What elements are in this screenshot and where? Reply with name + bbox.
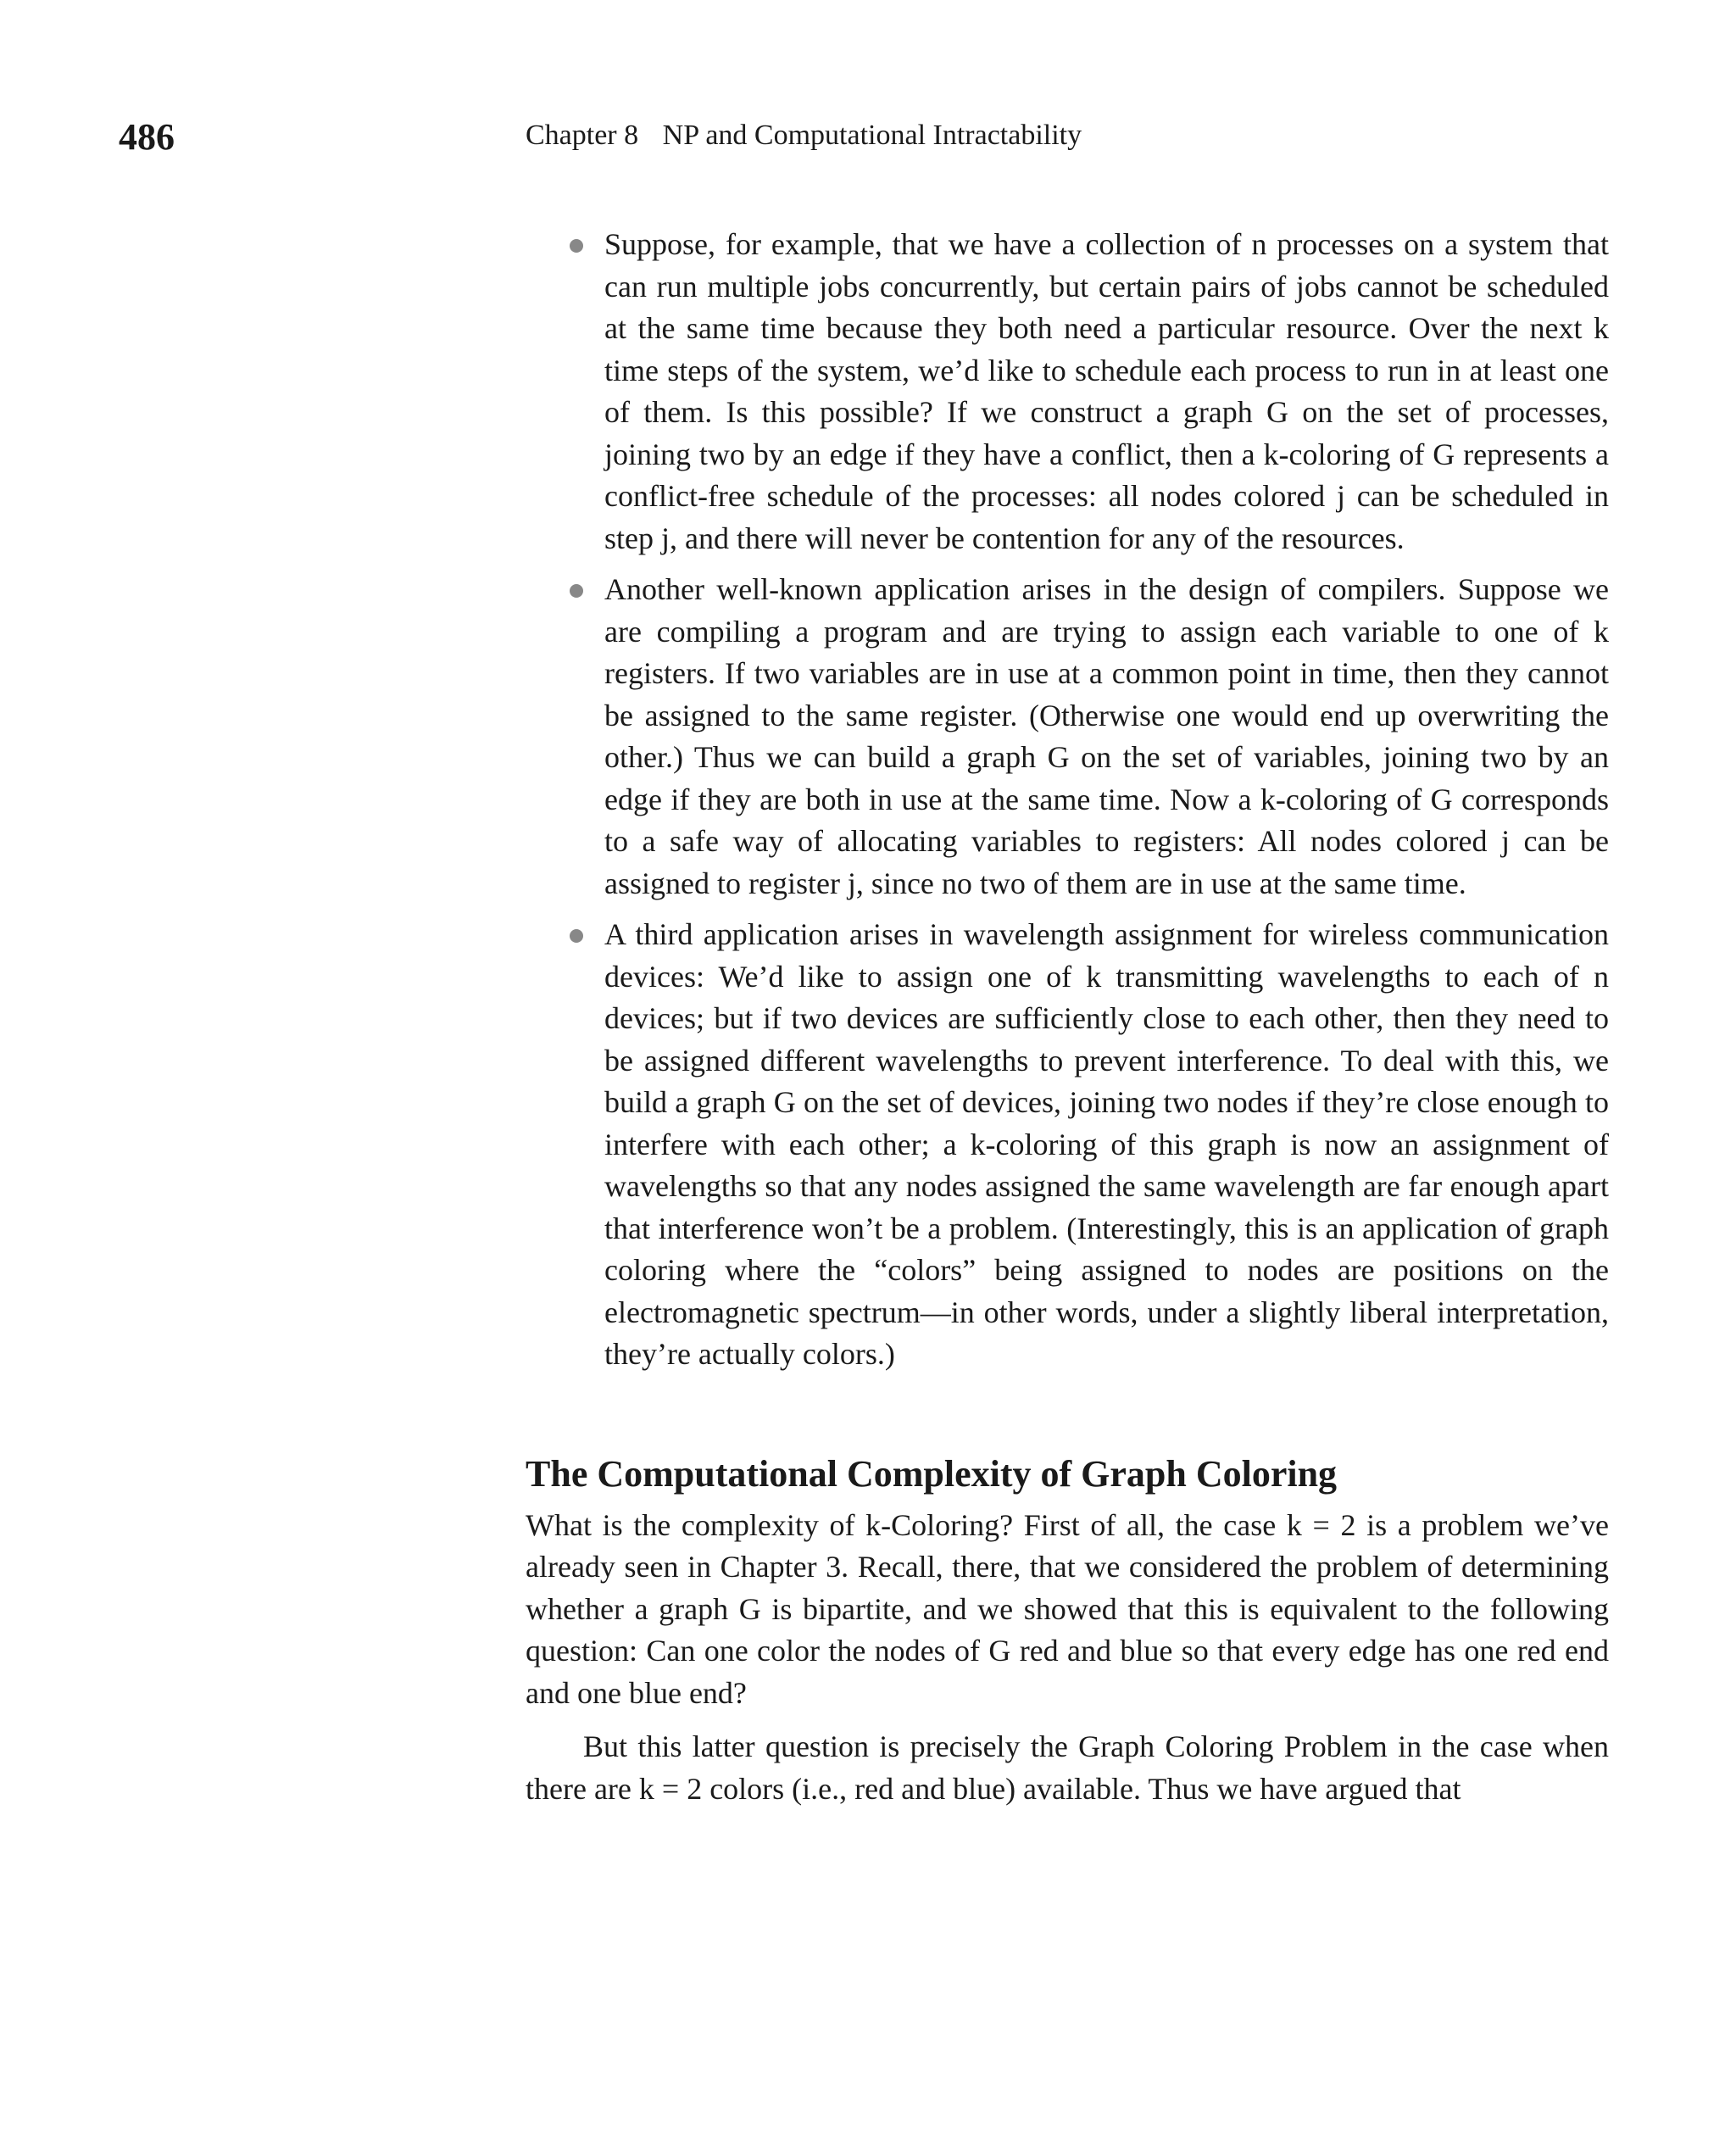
section-heading: The Computational Complexity of Graph Coloring — [526, 1452, 1338, 1495]
page-number: 486 — [119, 116, 175, 158]
chapter-title: NP and Computational Intractability — [662, 120, 1082, 151]
bullet-text: Suppose, for example, that we have a collection of n processes on a system that can run multiple jobs concurrently, but certain pairs of jobs cannot be scheduled at the same time because they both need a particular resource. Over the next k time steps of the system, we’d like to schedule each process to run in at least one of them. Is this possible? If we construct a graph G on the set of processes, joining two by an edge if they have a conflict, then a k-coloring of G represents a conflict-free schedule of the processes: all nodes colored j can be scheduled in step j, and there will never be contention for any of the resources. — [604, 227, 1609, 555]
application-list — [526, 224, 1609, 1376]
bullet-icon — [570, 239, 583, 253]
list-item — [526, 224, 1609, 560]
chapter-label: Chapter 8 — [526, 120, 639, 151]
bullet-text: A third application arises in wavelength assignment for wireless communication devices: We’d like to assign one of k transmitting wavelengths to each of n devices; but if two devices are sufficiently close to each other, then they need to be assigned different wavelengths to prevent interference. To deal with this, we build a graph G on the set of devices, joining two nodes if they’re close enough to interfere with each other; a k-coloring of this graph is now an assignment of wavelengths so that any nodes assigned the same wavelength are far enough apart that interference won’t be a problem. (Interestingly, this is an application of graph coloring where the “colors” being assigned to nodes are positions on the electromagnetic spectrum—in other words, under a slightly liberal interpretation, they’re actually colors.) — [604, 917, 1609, 1371]
body-paragraph: What is the complexity of k-Coloring? First of all, the case k = 2 is a problem we’ve already seen in Chapter 3. Recall, there, that we considered the problem of determining whether a graph G is bipartite, and we showed that this is equivalent to the following question: Can one color the nodes of G red and blue so that every edge has one red end and one blue end? — [526, 1507, 1609, 1710]
bullet-icon — [570, 929, 583, 943]
main-content — [526, 224, 1609, 1810]
body-paragraph: But this latter question is precisely the Graph Coloring Problem in the case when there are k = 2 colors (i.e., red and blue) available. Thus we have argued that — [526, 1729, 1609, 1806]
list-item — [526, 569, 1609, 905]
running-head — [526, 115, 1082, 156]
bullet-text: Another well-known application arises in the design of compilers. Suppose we are compiling a program and are trying to assign each variable to one of k registers. If two variables are in use at a common point in time, then they cannot be assigned to the same register. (Otherwise one would end up overwriting the other.) Thus we can build a graph G on the set of variables, joining two by an edge if they are both in use at the same time. Now a k-coloring of G corresponds to a safe way of allocating variables to registers: All nodes colored j can be assigned to register j, since no two of them are in use at the same time. — [604, 572, 1609, 900]
bullet-icon — [570, 584, 583, 598]
list-item — [526, 914, 1609, 1376]
